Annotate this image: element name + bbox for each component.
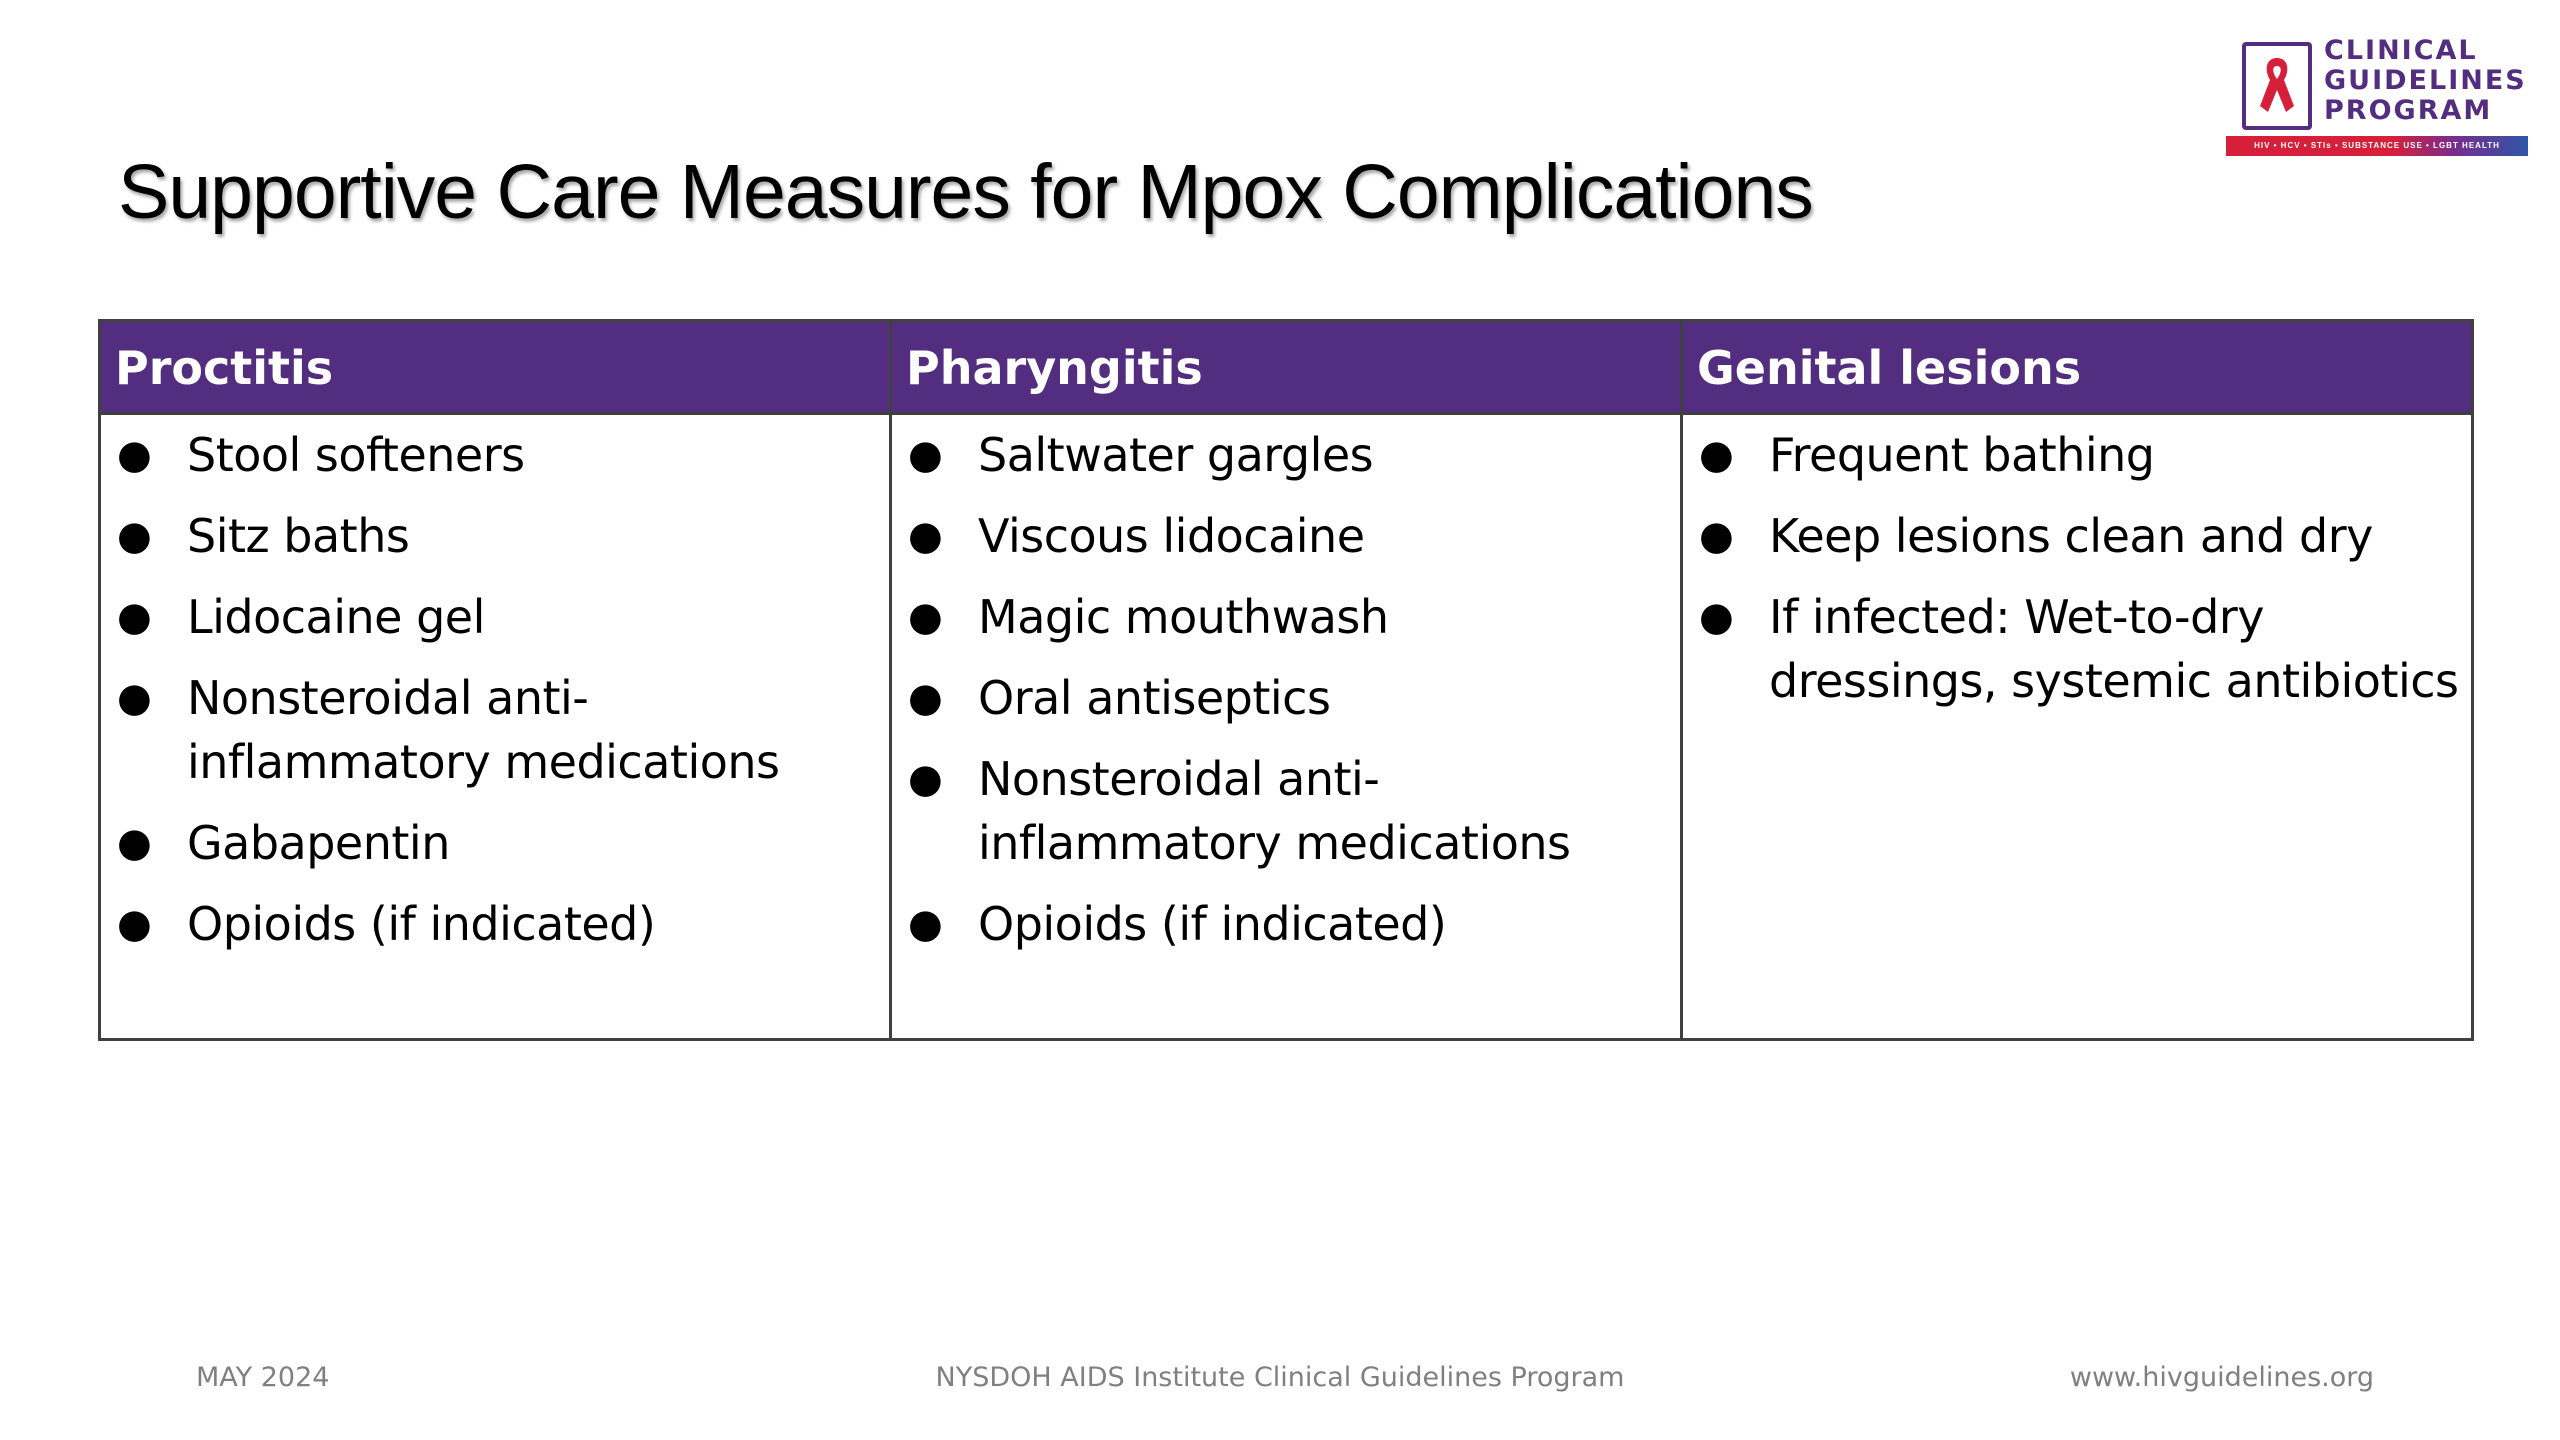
column-list	[1683, 415, 2471, 730]
list-item: ● Magic mouthwash	[892, 585, 1672, 649]
column-list	[892, 415, 1680, 973]
list-item: ● Viscous lidocaine	[892, 504, 1672, 568]
footer-date: MAY 2024	[196, 1362, 330, 1393]
list-item: ● Oral antiseptics	[892, 666, 1672, 730]
list-item: ● Opioids (if indicated)	[892, 892, 1672, 956]
list-item: ● Saltwater gargles	[892, 423, 1672, 487]
list-item: ● Keep lesions clean and dry	[1683, 504, 2463, 568]
list-item: ● Nonsteroidal anti-inflammatory medications	[101, 666, 881, 794]
bullet-icon: ●	[908, 675, 943, 721]
bullet-icon: ●	[117, 675, 152, 721]
bullet-icon: ●	[908, 513, 943, 559]
bullet-icon: ●	[908, 432, 943, 478]
bullet-icon: ●	[117, 901, 152, 947]
list-item: ● Stool softeners	[101, 423, 881, 487]
column-pharyngitis	[892, 322, 1683, 1038]
list-item: ● If infected: Wet-to-dry dressings, systemic antibiotics	[1683, 585, 2463, 713]
bullet-icon: ●	[1699, 594, 1734, 640]
bullet-icon: ●	[117, 820, 152, 866]
column-list	[101, 415, 889, 973]
bullet-icon: ●	[908, 901, 943, 947]
clinical-guidelines-logo	[2226, 36, 2528, 160]
logo-line-2: GUIDELINES	[2324, 65, 2527, 96]
logo-tagline-bar: HIV • HCV • STIs • SUBSTANCE USE • LGBT HEALTH	[2226, 136, 2528, 156]
bullet-icon: ●	[117, 594, 152, 640]
bullet-icon: ●	[117, 432, 152, 478]
column-genital-lesions	[1683, 322, 2471, 1038]
column-header: Pharyngitis	[892, 322, 1680, 415]
list-item: ● Nonsteroidal anti-inflammatory medications	[892, 747, 1672, 875]
bullet-icon: ●	[908, 594, 943, 640]
bullet-icon: ●	[1699, 513, 1734, 559]
list-item: ● Gabapentin	[101, 811, 881, 875]
bullet-icon: ●	[1699, 432, 1734, 478]
bullet-icon: ●	[908, 756, 943, 802]
list-item: ● Lidocaine gel	[101, 585, 881, 649]
column-header: Genital lesions	[1683, 322, 2471, 415]
slide-title: Supportive Care Measures for Mpox Complications	[118, 149, 1813, 235]
footer-url[interactable]: www.hivguidelines.org	[2069, 1362, 2374, 1393]
bullet-icon: ●	[117, 513, 152, 559]
list-item: ● Frequent bathing	[1683, 423, 2463, 487]
column-header: Proctitis	[101, 322, 889, 415]
list-item: ● Opioids (if indicated)	[101, 892, 881, 956]
list-item: ● Sitz baths	[101, 504, 881, 568]
logo-badge	[2242, 42, 2312, 130]
column-proctitis	[101, 322, 892, 1038]
logo-line-1: CLINICAL	[2324, 35, 2478, 66]
logo-wordmark	[2324, 36, 2527, 126]
ribbon-icon	[2254, 52, 2300, 118]
logo-line-3: PROGRAM	[2324, 95, 2493, 126]
footer-program: NYSDOH AIDS Institute Clinical Guidelines Program	[935, 1362, 1625, 1393]
supportive-care-table	[98, 319, 2474, 1041]
